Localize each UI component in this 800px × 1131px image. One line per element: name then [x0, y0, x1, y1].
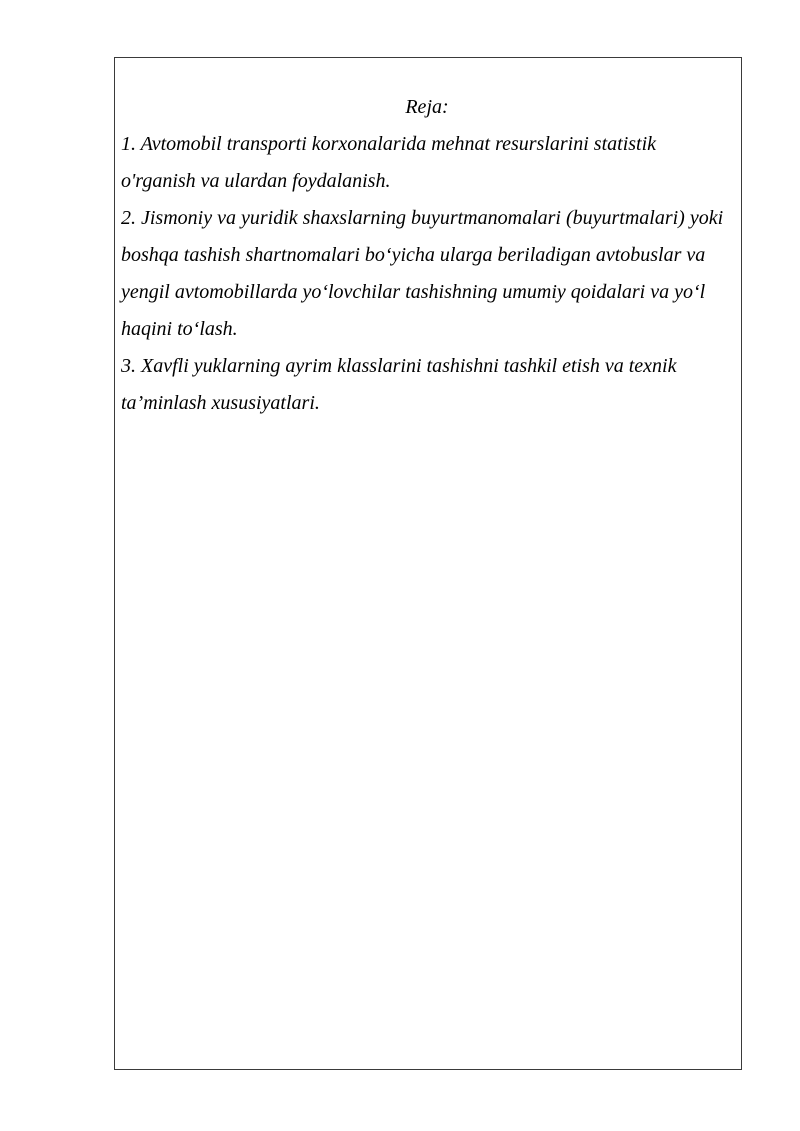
- document-body: [121, 89, 733, 422]
- plan-item-1: 1. Avtomobil transporti korxonalarida mehnat resurslarini statistik o'rganish va ulardan foydalanish.: [121, 133, 657, 192]
- plan-item-2: 2. Jismoniy va yuridik shaxslarning buyurtmanomalari (buyurtmalari) yoki boshqa tashish shartnomalari bo‘yicha ularga beriladigan avtobuslar va yengil avtomobillarda yo‘lovchilar tashishning umumiy qoidalari va yo‘l haqini to‘lash.: [121, 207, 724, 340]
- plan-item-3: 3. Xavfli yuklarning ayrim klasslarini tashishni tashkil etish va texnik ta’minlash xususiyatlari.: [121, 355, 677, 414]
- plan-title: Reja:: [405, 96, 449, 118]
- plan-list: [121, 126, 733, 422]
